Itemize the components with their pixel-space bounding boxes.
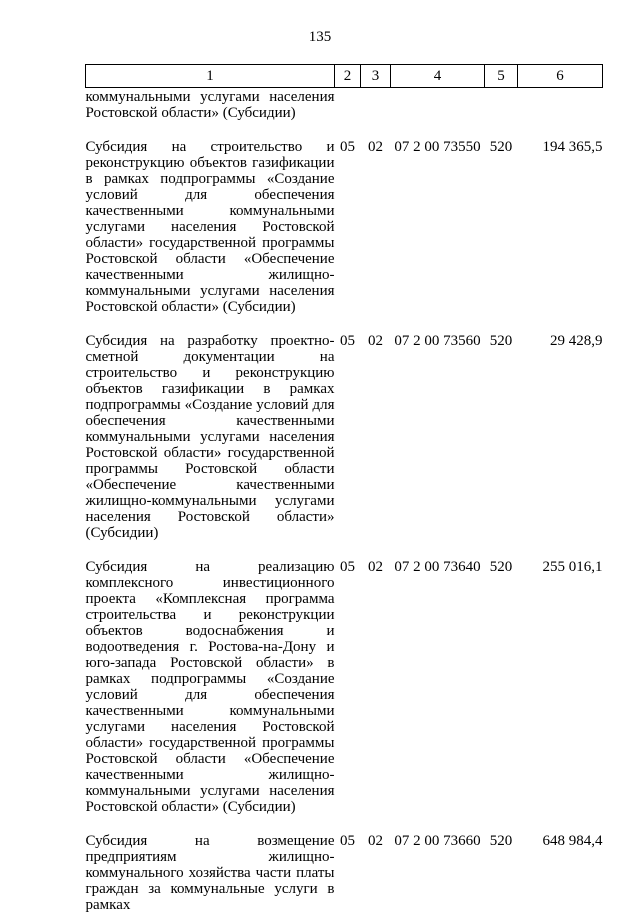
header-cell: 6 [518, 65, 603, 88]
budget-table [85, 64, 603, 913]
header-cell: 4 [391, 65, 485, 88]
header-row [86, 65, 603, 88]
amount: 648 984,4 [542, 833, 603, 849]
continuation-row [86, 88, 603, 122]
table-row [86, 541, 603, 815]
section-code: 05 [340, 139, 355, 155]
header-cell: 1 [86, 65, 335, 88]
section-code: 05 [340, 833, 355, 849]
row-description: коммунальными услугами населения Ростовской области» (Субсидии) [85, 89, 335, 121]
row-description: Субсидия на реализацию комплексного инвестиционного проекта «Комплексная программа строительства и реконструкции объектов водоснабжения и водоотведения г. Ростова-на-Дону и юго-запада Ростовской области» в рамках подпрограммы «Создание условий для обеспечения качественными коммунальными услугами населения Ростовской области» государственной программы Ростовской области «Обеспечение качественными жилищно-коммунальными услугами населения Ростовской области» (Субсидии) [85, 559, 335, 815]
target-article: 07 2 00 73660 [394, 833, 481, 849]
row-description: Субсидия на строительство и реконструкцию объектов газификации в рамках подпрограммы «Создание условий для обеспечения качественными коммунальными услугами населения Ростовской области» государственной программы Ростовской области «Обеспечение качественными жилищно-коммунальными услугами населения Ростовской области» (Субсидии) [85, 139, 335, 315]
table-row [86, 315, 603, 541]
subsection-code: 02 [368, 139, 383, 155]
expense-type: 520 [489, 833, 513, 849]
section-code: 05 [340, 559, 355, 575]
expense-type: 520 [489, 139, 513, 155]
subsection-code: 02 [368, 559, 383, 575]
subsection-code: 02 [368, 333, 383, 349]
row-description: Субсидия на возмещение предприятиям жилищно-коммунального хозяйства части платы граждан за коммунальные услуги в рамках [85, 833, 335, 913]
amount: 29 428,9 [550, 333, 603, 349]
target-article: 07 2 00 73560 [394, 333, 481, 349]
amount: 255 016,1 [542, 559, 603, 575]
header-cell: 3 [361, 65, 391, 88]
table-row [86, 815, 603, 913]
expense-type: 520 [489, 333, 513, 349]
subsection-code: 02 [368, 833, 383, 849]
header-cell: 2 [335, 65, 361, 88]
expense-type: 520 [489, 559, 513, 575]
section-code: 05 [340, 333, 355, 349]
header-cell: 5 [485, 65, 518, 88]
table-row [86, 121, 603, 315]
target-article: 07 2 00 73550 [394, 139, 481, 155]
amount: 194 365,5 [542, 139, 603, 155]
row-description: Субсидия на разработку проектно-сметной документации на строительство и реконструкцию объектов газификации в рамках подпрограммы «Создание условий для обеспечения качественными коммунальными услугами населения Ростовской области» государственной программы Ростовской области «Обеспечение качественными жилищно-коммунальными услугами населения Ростовской области» (Субсидии) [85, 333, 335, 541]
target-article: 07 2 00 73640 [394, 559, 481, 575]
page-number: 135 [308, 29, 332, 45]
